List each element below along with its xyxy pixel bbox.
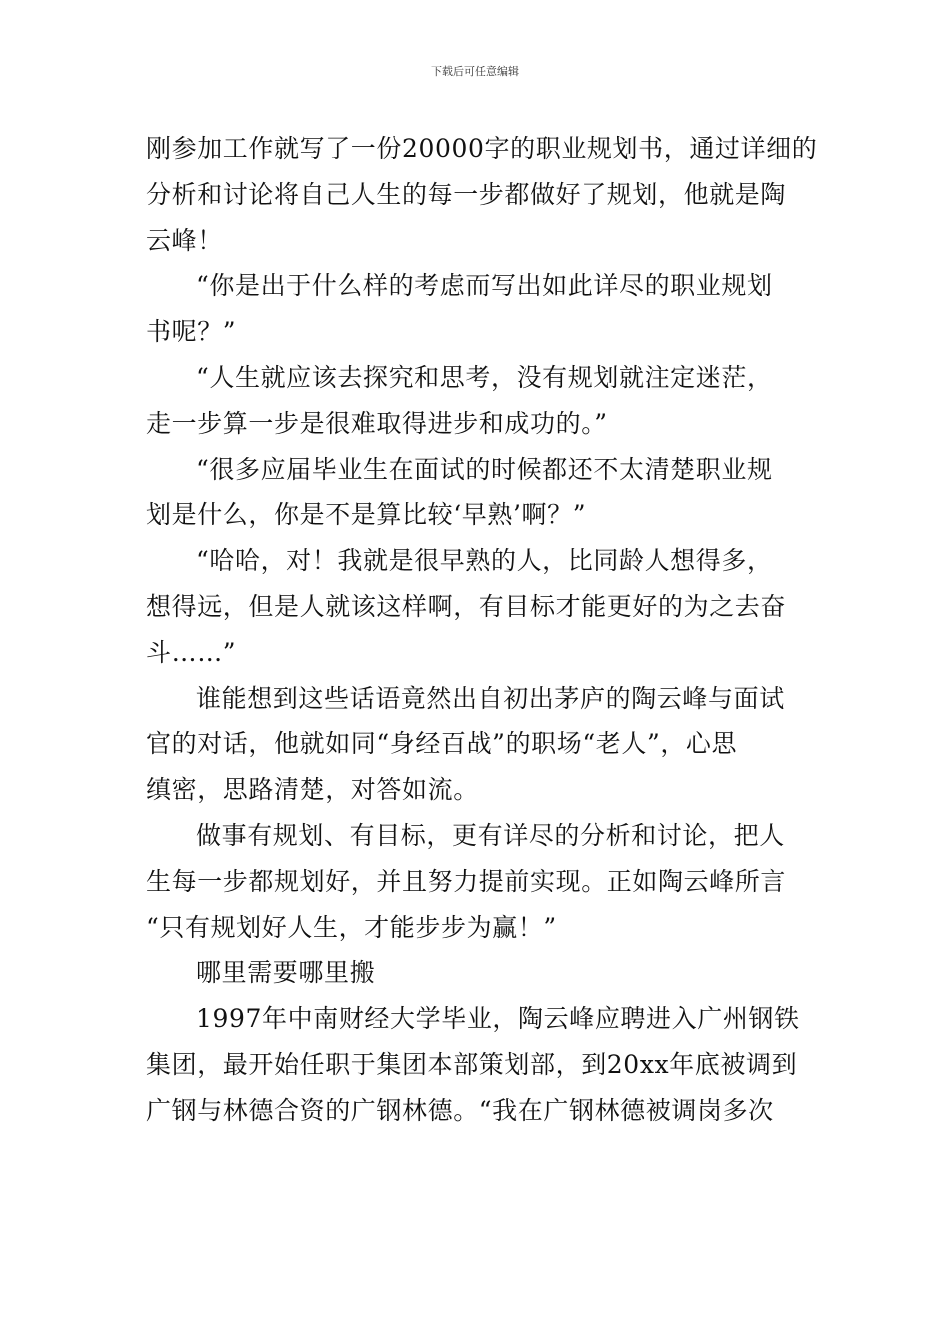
text-line: “你是出于什么样的考虑而写出如此详尽的职业规划 bbox=[196, 271, 773, 301]
paragraph bbox=[146, 996, 810, 1133]
paragraph bbox=[146, 126, 818, 263]
text-line: 谁能想到这些话语竟然出自初出茅庐的陶云峰与面试 bbox=[196, 683, 785, 713]
text-line: 云峰！ bbox=[146, 225, 223, 255]
text-line: “很多应届毕业生在面试的时候都还不太清楚职业规 bbox=[196, 454, 773, 484]
text-line: 生每一步都规划好，并且努力提前实现。正如陶云峰所言 bbox=[146, 866, 787, 896]
text-line: 划是什么，你是不是算比较‘早熟’啊？” bbox=[146, 500, 587, 530]
text-line: “只有规划好人生，才能步步为赢！” bbox=[146, 912, 557, 942]
document-body bbox=[146, 126, 818, 1134]
text-line: 做事有规划、有目标，更有详尽的分析和讨论，把人 bbox=[196, 820, 785, 850]
paragraph bbox=[146, 676, 810, 813]
paragraph bbox=[146, 813, 810, 950]
text-line: 书呢？” bbox=[146, 317, 237, 347]
text-line: “哈哈，对！我就是很早熟的人，比同龄人想得多， bbox=[196, 546, 773, 576]
text-line: 官的对话，他就如同“身经百战”的职场“老人”，心思 bbox=[146, 729, 738, 759]
text-line: 分析和讨论将自己人生的每一步都做好了规划，他就是陶 bbox=[146, 179, 787, 209]
text-line: 缜密，思路清楚，对答如流。 bbox=[146, 775, 479, 805]
text-line: 走一步算一步是很难取得进步和成功的。” bbox=[146, 408, 608, 438]
text-line: 刚参加工作就写了一份20000字的职业规划书，通过详细的 bbox=[146, 134, 818, 163]
text-line: 1997年中南财经大学毕业，陶云峰应聘进入广州钢铁 bbox=[196, 1004, 800, 1034]
paragraph bbox=[146, 263, 810, 355]
text-line: 哪里需要哪里搬 bbox=[196, 958, 376, 988]
paragraph bbox=[146, 355, 810, 447]
page-header: 下载后可任意编辑 bbox=[431, 65, 519, 78]
text-line: 广钢与林德合资的广钢林德。“我在广钢林德被调岗多次 bbox=[146, 1095, 774, 1125]
text-line: “人生就应该去探究和思考，没有规划就注定迷茫， bbox=[196, 362, 773, 392]
text-line: 斗……” bbox=[146, 637, 237, 667]
paragraph bbox=[146, 538, 810, 675]
text-line: 集团，最开始任职于集团本部策划部，到20xx年底被调到 bbox=[146, 1049, 798, 1079]
paragraph bbox=[146, 950, 810, 996]
paragraph bbox=[146, 447, 810, 539]
text-line: 想得远，但是人就该这样啊，有目标才能更好的为之去奋 bbox=[146, 591, 787, 621]
